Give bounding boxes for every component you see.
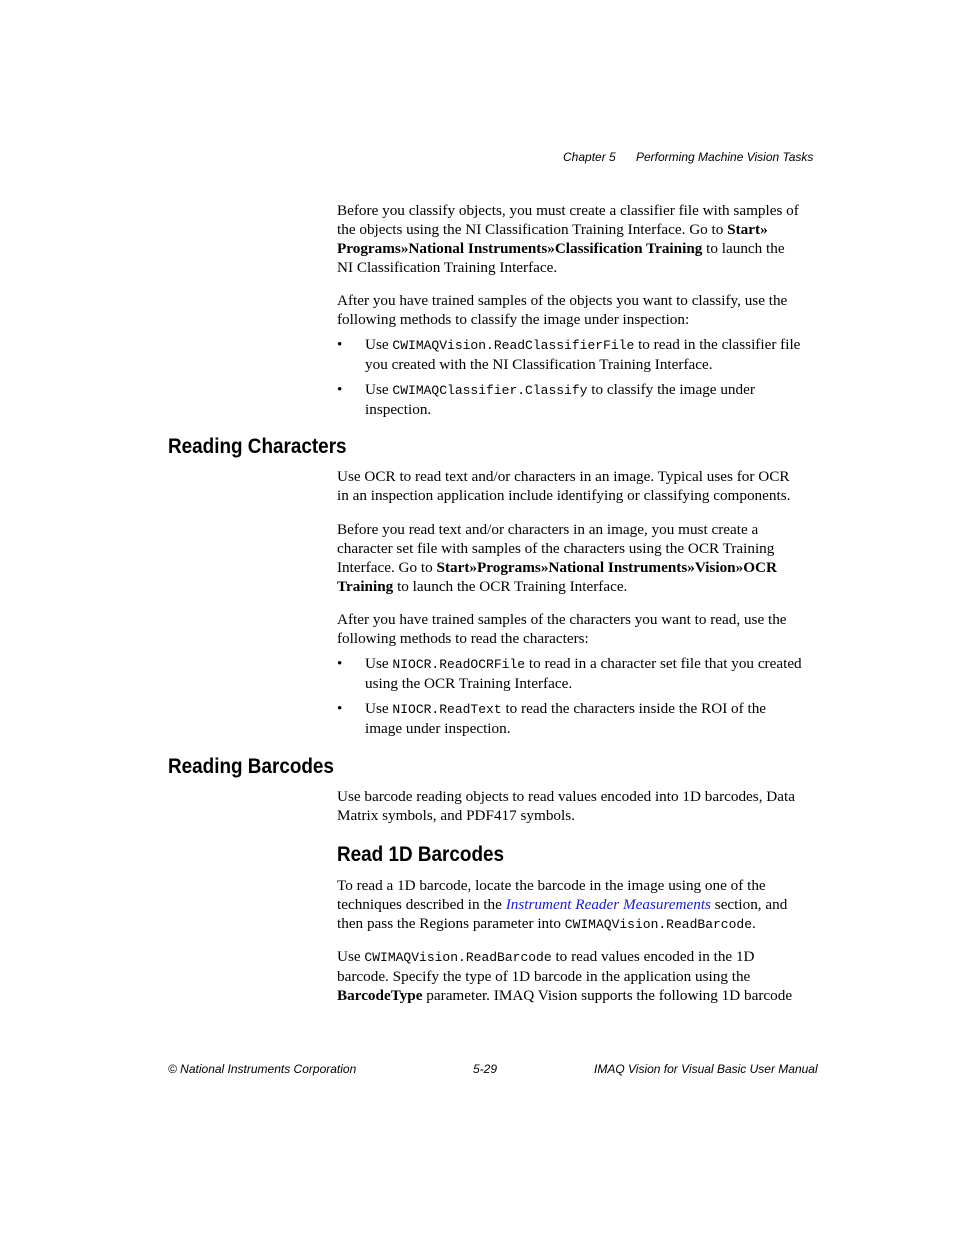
- page-number: 5-29: [473, 1062, 498, 1076]
- read-1d-barcodes-locate: [337, 876, 803, 934]
- intro-section: [337, 201, 803, 277]
- reading-characters-methods: [337, 610, 803, 744]
- chapter-title: Performing Machine Vision Tasks: [636, 150, 814, 164]
- bullet-list: [337, 654, 803, 738]
- intro-methods: [337, 291, 803, 425]
- footer-manual-title: IMAQ Vision for Visual Basic User Manual: [594, 1062, 818, 1076]
- code-method: CWIMAQVision.ReadBarcode: [564, 917, 752, 932]
- paragraph: Use OCR to read text and/or characters in an image. Typical uses for OCR in an inspection application include identifying or classifying components.: [337, 468, 791, 504]
- chapter-label: Chapter 5: [563, 150, 616, 164]
- cross-reference-link[interactable]: Instrument Reader Measurements: [505, 896, 711, 913]
- menu-path: Start»Programs»National Instruments»Vision»OCR Training: [337, 559, 777, 595]
- code-method: CWIMAQVision.ReadClassifierFile: [392, 338, 635, 353]
- code-method: NIOCR.ReadText: [392, 702, 502, 717]
- code-method: NIOCR.ReadOCRFile: [392, 657, 526, 672]
- paragraph: To read a 1D barcode, locate the barcode in the image using one of the techniques described in the Instrument Reader Measurements section, and then pass the Regions parameter into CWIMAQVision.ReadBarcode.: [337, 877, 788, 932]
- paragraph: Use CWIMAQVision.ReadBarcode to read values encoded in the 1D barcode. Specify the type of 1D barcode in the application using the BarcodeType parameter. IMAQ Vision supports the following 1D barcode: [337, 948, 793, 1004]
- text-run: to launch the NI Classification Training Interface.: [337, 240, 785, 276]
- running-header: [563, 150, 814, 164]
- parameter-name: BarcodeType: [337, 987, 423, 1004]
- paragraph: Use barcode reading objects to read values encoded into 1D barcodes, Data Matrix symbols, and PDF417 symbols.: [337, 788, 795, 824]
- list-item: • Use CWIMAQClassifier.Classify to classify the image under inspection.: [337, 381, 755, 418]
- paragraph: After you have trained samples of the characters you want to read, use the following methods to read the characters:: [337, 611, 787, 647]
- code-method: CWIMAQClassifier.Classify: [392, 383, 588, 398]
- reading-barcodes-section: [337, 787, 803, 825]
- code-method: CWIMAQVision.ReadBarcode: [364, 950, 552, 965]
- bullet-list: [337, 335, 803, 419]
- section-heading-reading-barcodes: Reading Barcodes: [168, 755, 334, 778]
- paragraph: [337, 201, 803, 277]
- reading-characters-section: [337, 467, 803, 505]
- subsection-heading-read-1d-barcodes: Read 1D Barcodes: [337, 843, 505, 866]
- text-run: Before you classify objects, you must create a classifier file with samples of the objects using the NI Classification Training Interface. Go to: [337, 202, 799, 238]
- reading-characters-training: [337, 520, 803, 596]
- list-item: • Use NIOCR.ReadOCRFile to read in a character set file that you created using the OCR Training Interface.: [337, 655, 802, 692]
- list-item: • Use NIOCR.ReadText to read the characters inside the ROI of the image under inspection.: [337, 700, 767, 737]
- section-heading-reading-characters: Reading Characters: [168, 435, 347, 458]
- list-item: • Use CWIMAQVision.ReadClassifierFile to read in the classifier file you created with the NI Classification Training Interface.: [337, 336, 801, 373]
- read-1d-barcodes-method: [337, 947, 803, 1005]
- paragraph: Before you read text and/or characters in an image, you must create a character set file with samples of the characters using the OCR Training Interface. Go to Start»Programs»National Instruments»Vision»OCR Training to launch the OCR Training Interface.: [337, 521, 777, 595]
- footer-copyright: © National Instruments Corporation: [168, 1062, 357, 1076]
- menu-path: Start» Programs»National Instruments»Classification Training: [337, 221, 768, 257]
- paragraph: After you have trained samples of the objects you want to classify, use the following methods to classify the image under inspection:: [337, 292, 788, 328]
